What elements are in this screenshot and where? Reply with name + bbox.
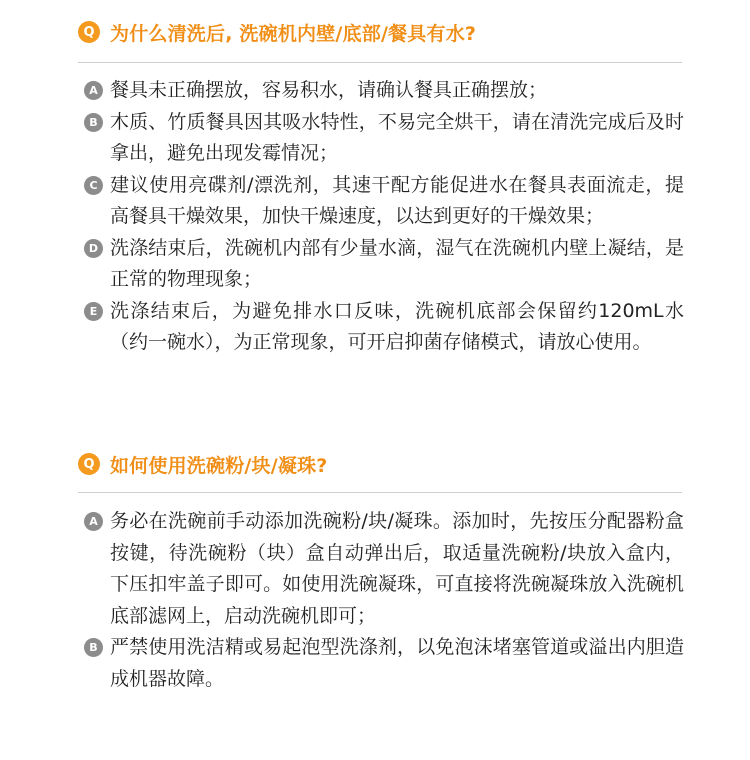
answer-badge-icon: B <box>84 638 103 657</box>
answer-text: 洗涤结束后，洗碗机内部有少量水滴，湿气在洗碗机内壁上凝结，是正常的物理现象； <box>110 236 684 290</box>
question-badge-icon: Q <box>78 21 100 43</box>
answer-item <box>84 632 684 695</box>
divider <box>78 62 682 63</box>
answer-badge-icon: C <box>84 176 103 195</box>
answer-item <box>84 506 684 632</box>
divider <box>78 492 682 493</box>
question-row <box>78 449 328 479</box>
answer-badge-icon: B <box>84 113 103 132</box>
answer-text: 务必在洗碗前手动添加洗碗粉/块/凝珠。添加时，先按压分配器粉盒按键，待洗碗粉（块）盒自动弹出后，取适量洗碗粉/块放入盒内，下压扣牢盖子即可。如使用洗碗凝珠，可直接将洗碗凝珠放入洗碗机底部滤网上，启动洗碗机即可； <box>110 510 684 627</box>
answer-text: 洗涤结束后，为避免排水口反味，洗碗机底部会保留约120mL水（约一碗水），为正常现象，可开启抑菌存储模式，请放心使用。 <box>110 299 684 353</box>
answer-text: 木质、竹质餐具因其吸水特性，不易完全烘干，请在清洗完成后及时拿出，避免出现发霉情况； <box>110 110 684 164</box>
answer-badge-icon: A <box>84 512 103 531</box>
answer-item <box>84 107 684 170</box>
answer-list <box>84 75 684 359</box>
answer-item <box>84 170 684 233</box>
answer-text: 餐具未正确摆放，容易积水，请确认餐具正确摆放； <box>110 79 548 101</box>
answer-item <box>84 296 684 359</box>
answer-text: 建议使用亮碟剂/漂洗剂，其速干配方能促进水在餐具表面流走，提高餐具干燥效果，加快干燥速度，以达到更好的干燥效果； <box>110 173 684 227</box>
question-title: 为什么清洗后, 洗碗机内壁/底部/餐具有水? <box>110 22 477 45</box>
answer-badge-icon: D <box>84 239 103 258</box>
answer-text: 严禁使用洗洁精或易起泡型洗涤剂，以免泡沫堵塞管道或溢出内胆造成机器故障。 <box>110 636 684 690</box>
question-title: 如何使用洗碗粉/块/凝珠? <box>110 454 328 477</box>
answer-list <box>84 506 684 695</box>
question-badge-icon: Q <box>78 453 100 475</box>
answer-badge-icon: E <box>84 302 103 321</box>
answer-item <box>84 233 684 296</box>
answer-badge-icon: A <box>84 81 103 100</box>
question-row <box>78 17 476 47</box>
answer-item <box>84 75 684 107</box>
